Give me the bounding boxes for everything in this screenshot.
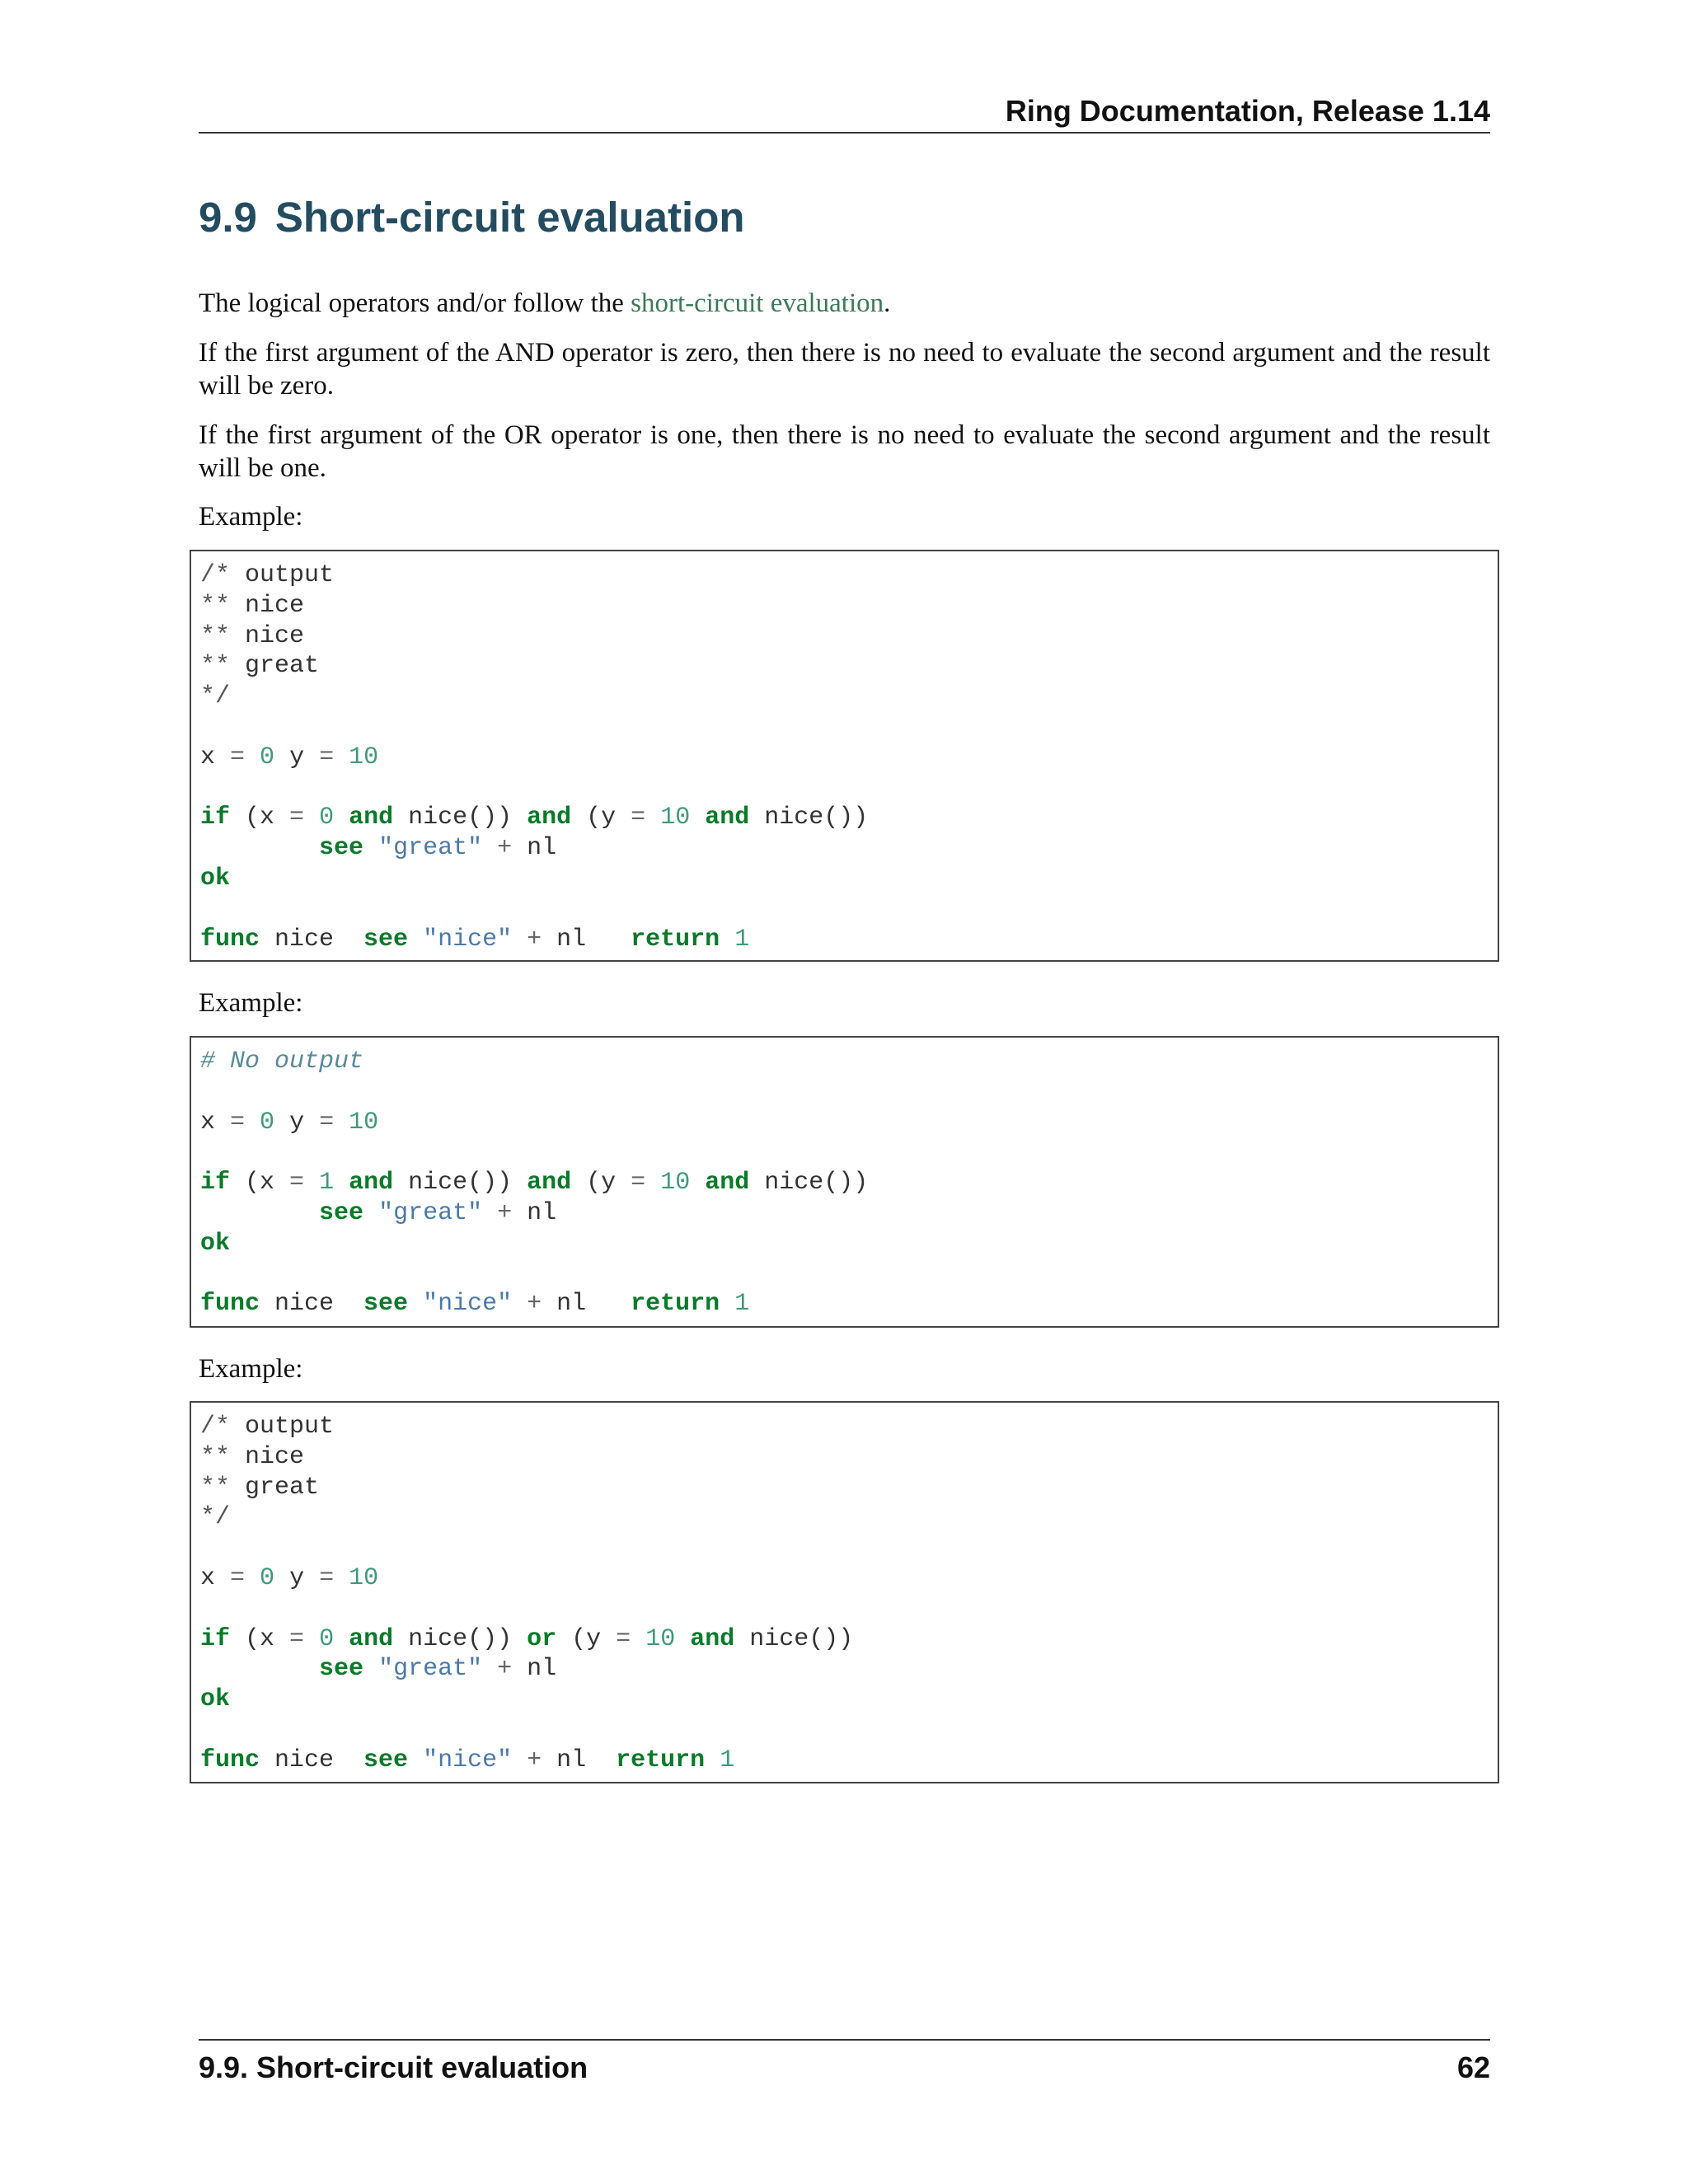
code-line (200, 1685, 230, 1713)
code-line (200, 1503, 230, 1531)
code-token: = (319, 743, 335, 771)
code-token: ** (200, 1473, 246, 1502)
code-block-1 (190, 550, 1499, 962)
code-token (482, 834, 497, 862)
code-token: func (200, 1290, 260, 1319)
code-token: 10 (349, 1108, 379, 1137)
code-token: 0 (319, 804, 335, 832)
code-token (482, 1199, 497, 1227)
code-token: see (319, 1198, 364, 1227)
code-token: nice (260, 1290, 364, 1319)
code-token: and (527, 1169, 572, 1197)
code-token: (y (571, 1169, 631, 1197)
code-token: ** (200, 652, 246, 681)
code-token: great (245, 1473, 320, 1502)
code-token (334, 1625, 349, 1653)
code-token: ok (200, 1685, 231, 1714)
code-token: nice()) (393, 1169, 528, 1197)
code-token: and (527, 804, 572, 832)
code-token (200, 1199, 319, 1227)
code-token: ** (200, 591, 246, 620)
code-token (690, 804, 705, 832)
code-token: /* (200, 561, 246, 589)
code-token (200, 834, 319, 862)
code-token: = (616, 1624, 631, 1653)
section-heading: Short-circuit evaluation (274, 194, 745, 241)
code-line (200, 1230, 230, 1258)
example-label-3: Example: (199, 1354, 303, 1384)
code-token: see (363, 1290, 409, 1319)
code-line (200, 1443, 304, 1471)
code-token: "nice" (423, 925, 513, 954)
code-token (334, 1564, 349, 1592)
code-token: /* (200, 1413, 246, 1441)
code-token (334, 1108, 349, 1137)
code-token (245, 1564, 260, 1592)
code-token (631, 1625, 645, 1653)
code-line (200, 1108, 378, 1137)
code-token: 10 (349, 1563, 379, 1592)
code-line (200, 1169, 868, 1197)
code-line (200, 1625, 853, 1653)
code-token (304, 1625, 319, 1653)
code-token: nl (542, 1746, 617, 1774)
code-token: see (319, 1655, 364, 1684)
code-token: = (631, 1169, 646, 1197)
code-line (200, 804, 868, 832)
code-token: ok (200, 1229, 231, 1258)
code-token: 1 (734, 925, 750, 954)
code-token (690, 1169, 705, 1197)
code-token: 0 (260, 1563, 275, 1592)
code-token (705, 1746, 720, 1774)
section-title (199, 193, 745, 241)
code-token: = (289, 1169, 305, 1197)
code-line (200, 834, 556, 862)
code-content-3 (200, 1412, 1498, 1776)
code-token: */ (200, 1503, 231, 1532)
code-token (363, 1655, 378, 1683)
code-token: nl (512, 1198, 557, 1227)
code-token: "great" (378, 834, 483, 863)
example-label-2: Example: (199, 988, 303, 1018)
code-token: x (200, 743, 231, 771)
code-line (200, 1199, 556, 1227)
code-token: "nice" (423, 1290, 513, 1319)
code-token (720, 1290, 734, 1318)
code-token: + (527, 925, 542, 954)
code-token (245, 743, 260, 771)
code-token: + (527, 1290, 542, 1319)
code-token: 10 (660, 804, 691, 832)
code-token: = (289, 804, 305, 832)
code-token: nl (512, 834, 557, 863)
code-token: and (349, 1624, 394, 1653)
code-token: nice()) (734, 1624, 854, 1653)
code-token (645, 804, 660, 832)
code-token: nl (542, 1290, 631, 1319)
code-token (482, 1655, 497, 1683)
code-token: 0 (260, 743, 275, 771)
code-token (245, 1108, 260, 1137)
code-token: if (200, 1169, 231, 1197)
code-token: y (274, 1563, 320, 1592)
code-token: = (319, 1563, 335, 1592)
code-token: = (319, 1108, 335, 1137)
code-token (363, 834, 378, 862)
code-token: y (274, 743, 320, 771)
code-token: nl (512, 1655, 557, 1684)
or-rule-paragraph: If the first argument of the OR operator is one, then there is no need to evaluate the second argument and the result will be one. (199, 420, 1490, 483)
code-line (200, 1290, 749, 1318)
code-token: if (200, 804, 231, 832)
code-token: see (363, 1746, 409, 1774)
code-token: 0 (260, 1108, 275, 1137)
code-token: 10 (645, 1624, 676, 1653)
code-token: + (497, 1655, 513, 1684)
code-block-2 (190, 1036, 1499, 1328)
code-line (200, 682, 230, 710)
code-token: + (497, 834, 513, 863)
example-label-1: Example: (199, 502, 303, 532)
code-token: 10 (660, 1169, 691, 1197)
code-token: and (349, 804, 394, 832)
code-token: 1 (734, 1290, 750, 1319)
code-token: nice (245, 1442, 305, 1471)
code-token: x (200, 1108, 231, 1137)
code-token: x (200, 1563, 231, 1592)
short-circuit-link[interactable]: short-circuit evaluation (631, 288, 884, 318)
code-line (200, 1047, 363, 1076)
code-token: nice (245, 591, 305, 620)
code-token: great (245, 652, 320, 681)
code-token (334, 1169, 349, 1197)
code-token: output (245, 561, 335, 589)
code-token (334, 743, 349, 771)
code-token: and (705, 804, 750, 832)
code-token: # No output (200, 1047, 364, 1076)
code-token: "nice" (423, 1746, 513, 1774)
footer-section: 9.9. Short-circuit evaluation (199, 2050, 588, 2084)
code-token: return (631, 925, 720, 954)
code-token: ok (200, 864, 231, 893)
code-token: = (230, 1108, 246, 1137)
code-token: nice()) (749, 1169, 869, 1197)
code-token: and (690, 1624, 735, 1653)
code-line (200, 592, 304, 620)
page-number: 62 (1456, 2050, 1490, 2084)
code-line (200, 865, 230, 893)
code-token: 0 (319, 1624, 335, 1653)
code-token (200, 1655, 319, 1683)
code-token: ** (200, 1442, 246, 1471)
code-token: = (230, 743, 246, 771)
code-token: and (349, 1169, 394, 1197)
code-token: nice()) (393, 1624, 528, 1653)
code-token: = (289, 1624, 305, 1653)
code-token: nice()) (393, 804, 528, 832)
code-token: */ (200, 682, 231, 711)
code-line (200, 743, 378, 771)
code-token (408, 926, 423, 954)
code-token: return (631, 1290, 720, 1319)
code-token (363, 1199, 378, 1227)
code-token (512, 1290, 527, 1318)
code-token: func (200, 925, 260, 954)
code-token: nl (542, 925, 631, 954)
code-token: nice (260, 925, 364, 954)
code-token: (x (230, 804, 290, 832)
code-token: if (200, 1624, 231, 1653)
code-block-3 (190, 1401, 1499, 1783)
code-token (645, 1169, 660, 1197)
code-token: or (527, 1624, 557, 1653)
code-token: nice (260, 1746, 364, 1774)
code-content-2 (200, 1047, 1498, 1319)
section-number: 9.9 (199, 194, 257, 241)
code-token: + (497, 1198, 513, 1227)
code-token: "great" (378, 1198, 483, 1227)
code-token: return (616, 1746, 706, 1774)
code-token: = (631, 804, 646, 832)
code-token (512, 1746, 527, 1774)
page-header (199, 92, 1490, 134)
code-token: nice (245, 621, 305, 650)
code-token: see (363, 925, 409, 954)
code-token (334, 804, 349, 832)
intro-text: The logical operators and/or follow the (199, 288, 631, 318)
code-token: ** (200, 621, 246, 650)
code-token (675, 1625, 690, 1653)
code-content-1 (200, 560, 1498, 954)
code-token: (y (571, 804, 631, 832)
code-token: (y (556, 1624, 617, 1653)
code-line (200, 1413, 334, 1441)
page-footer (199, 2039, 1490, 2090)
code-line (200, 1474, 319, 1502)
code-line (200, 926, 749, 954)
code-line (200, 652, 319, 680)
code-token (720, 926, 734, 954)
code-token: output (245, 1413, 335, 1441)
code-token: see (319, 834, 364, 863)
code-token: + (527, 1746, 542, 1774)
code-line (200, 1564, 378, 1592)
code-token: nice()) (749, 804, 869, 832)
header-title: Ring Documentation, Release 1.14 (1005, 94, 1490, 128)
code-token: 10 (349, 743, 379, 771)
code-token: (x (230, 1169, 290, 1197)
code-line (200, 1655, 556, 1683)
code-token: "great" (378, 1655, 483, 1684)
code-token (512, 926, 527, 954)
code-line (200, 1746, 734, 1774)
intro-period: . (884, 288, 891, 318)
code-token: 1 (720, 1746, 735, 1774)
and-rule-paragraph: If the first argument of the AND operator is zero, then there is no need to evaluate the second argument and the result will be zero. (199, 338, 1490, 401)
code-token: func (200, 1746, 260, 1774)
code-token: 1 (319, 1169, 335, 1197)
code-line (200, 622, 304, 650)
code-token (304, 804, 319, 832)
code-token: and (705, 1169, 750, 1197)
code-token: y (274, 1108, 320, 1137)
code-token (408, 1290, 423, 1318)
code-token (408, 1746, 423, 1774)
code-token: (x (230, 1624, 290, 1653)
code-token: = (230, 1563, 246, 1592)
intro-paragraph (199, 287, 1490, 320)
code-token (304, 1169, 319, 1197)
code-line (200, 561, 334, 589)
